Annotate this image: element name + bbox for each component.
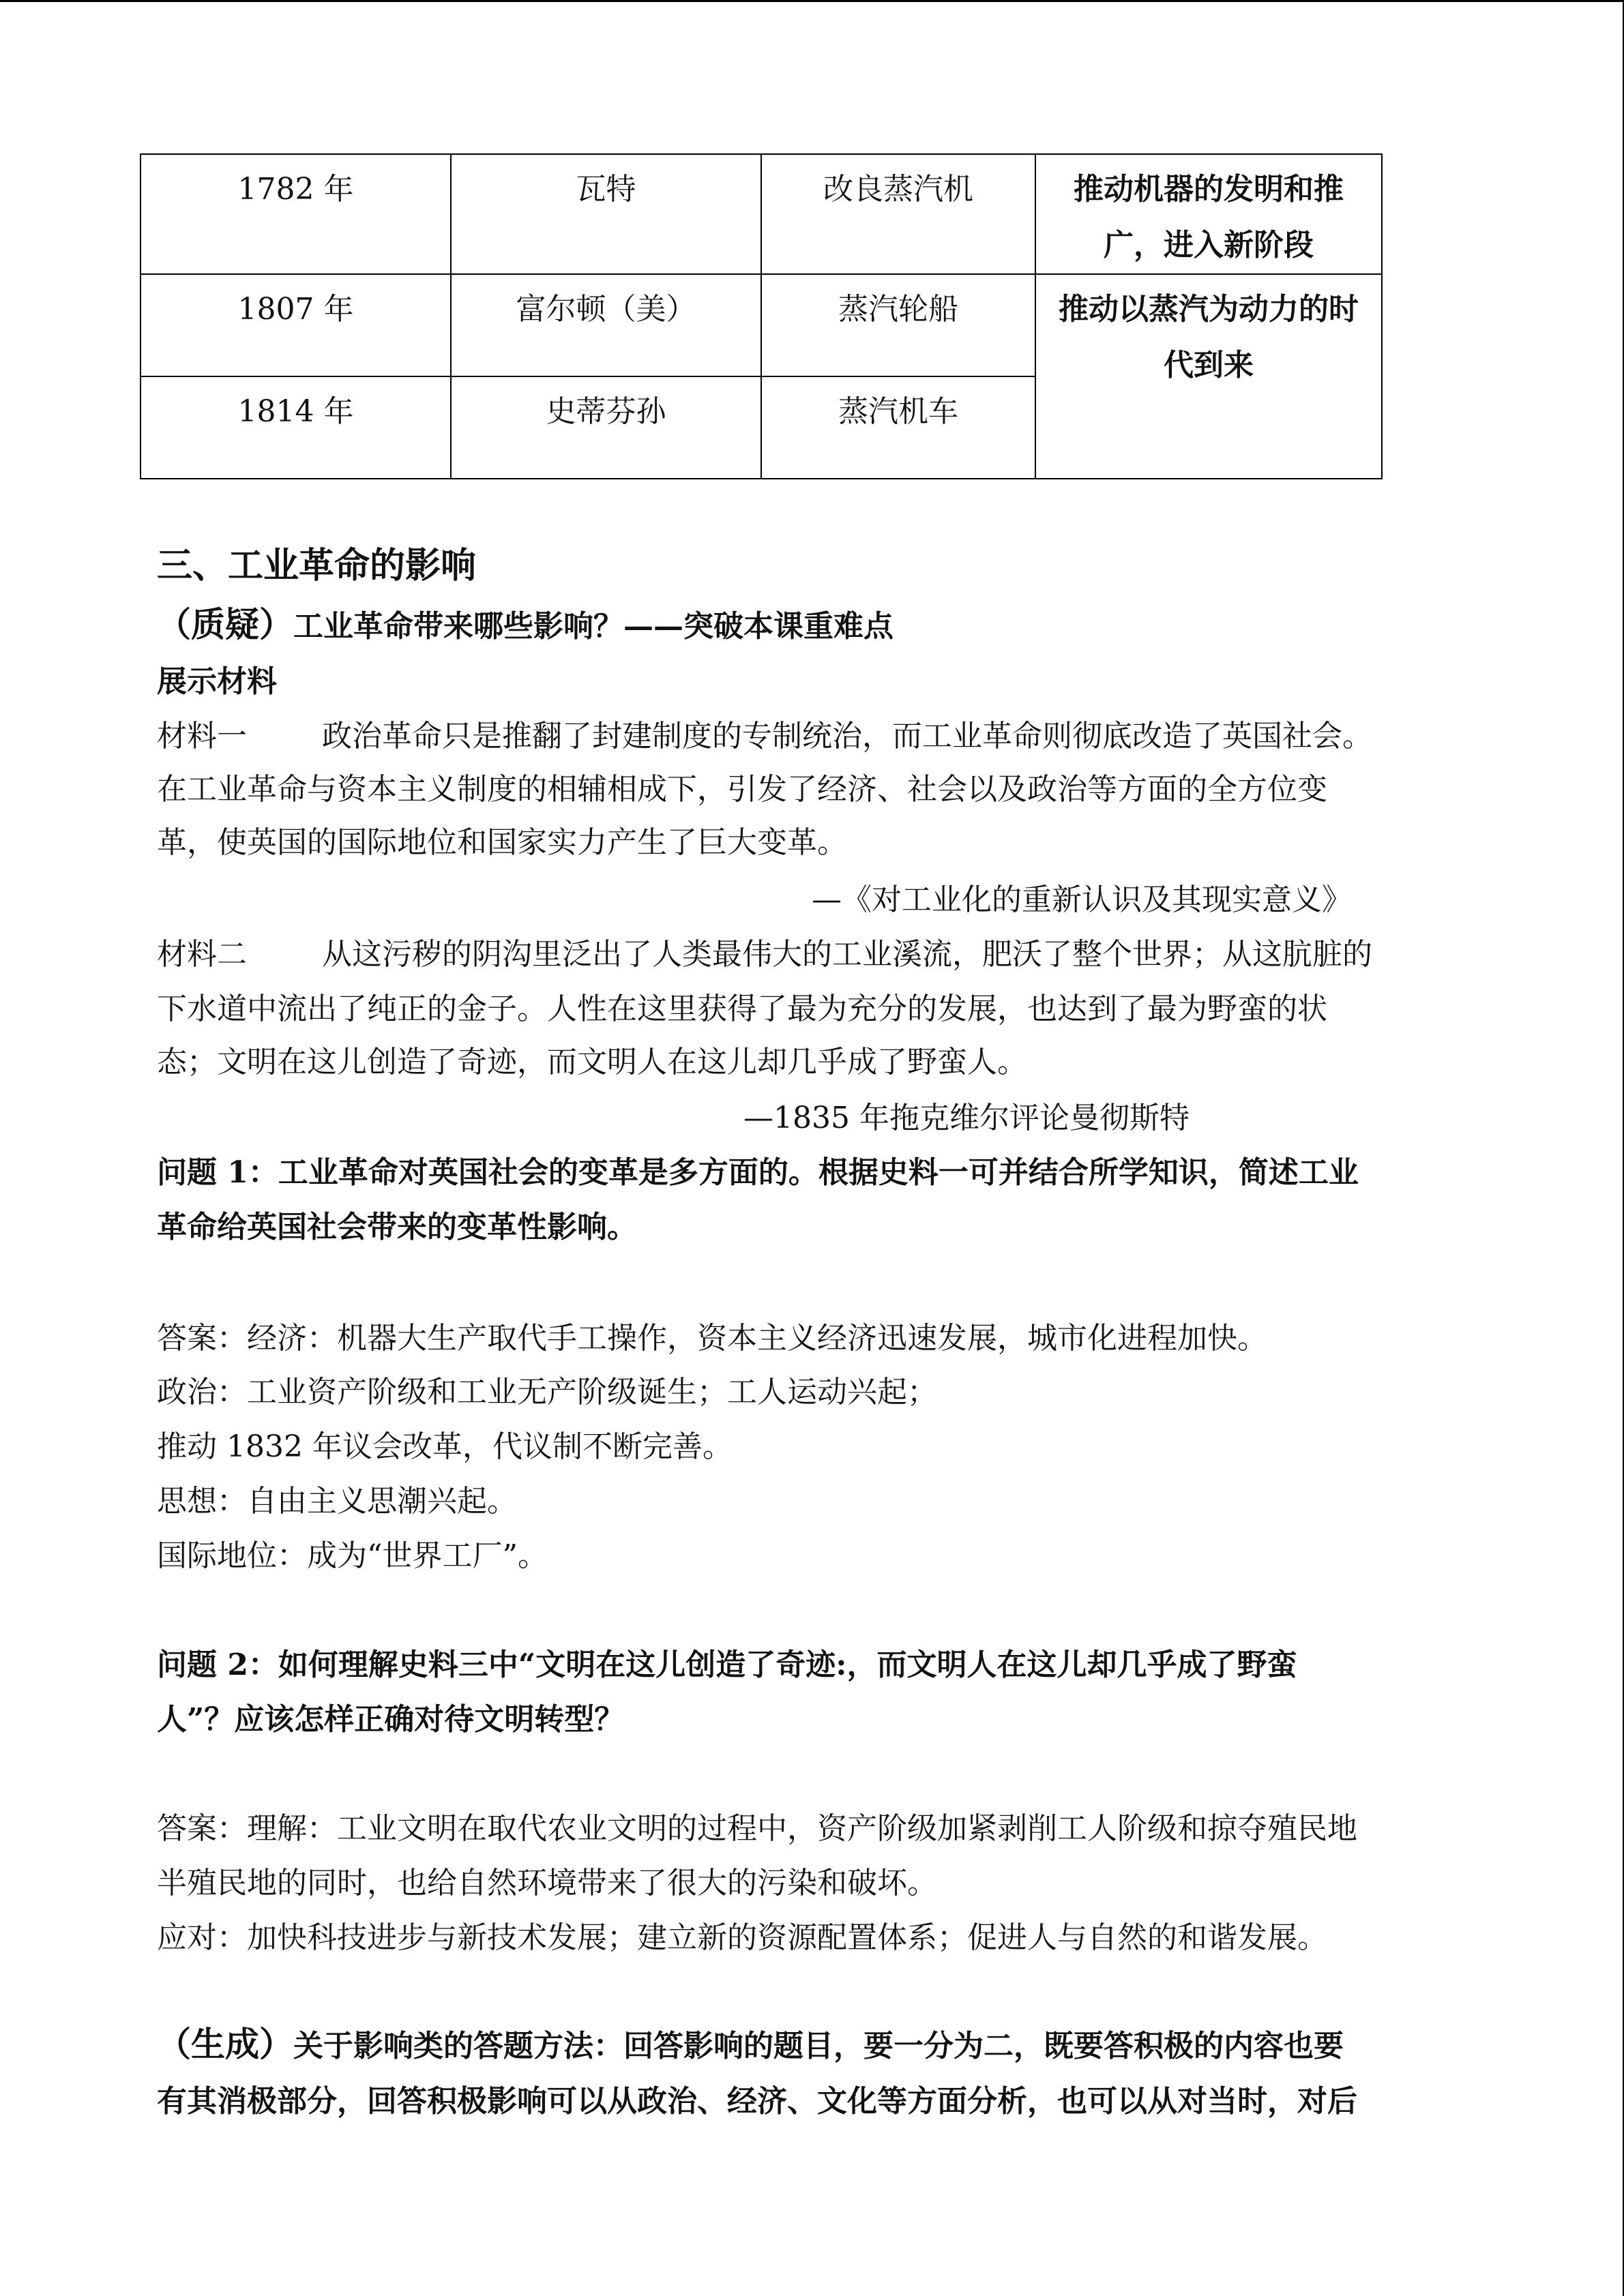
answer-1-line-2: 政治：工业资产阶级和工业无产阶级诞生；工人运动兴起； bbox=[157, 1375, 937, 1410]
material-2-text: 从这污秽的阴沟里泛出了人类最伟大的工业溪流，肥沃了整个世界；从这肮脏的 bbox=[322, 937, 1372, 972]
impact-cell: 推动机器的发明和推广，进入新阶段 bbox=[1035, 154, 1382, 274]
material-2-line-2: 下水道中流出了纯正的金子。人性在这里获得了最为充分的发展，也达到了最为野蛮的状 bbox=[157, 992, 1327, 1026]
method-line-2: 有其消极部分，回答积极影响可以从政治、经济、文化等方面分析，也可以从对当时，对后 bbox=[157, 2084, 1357, 2119]
question-text: 工业革命带来哪些影响？——突破本课重难点 bbox=[293, 609, 894, 644]
year-cell: 1814 年 bbox=[141, 376, 451, 479]
show-material-label: 展示材料 bbox=[157, 664, 277, 699]
answer-1-line-3: 推动 1832 年议会改革，代议制不断完善。 bbox=[157, 1429, 733, 1464]
year-cell: 1807 年 bbox=[141, 274, 451, 376]
material-1-label: 材料一 bbox=[157, 719, 247, 754]
invention-cell: 改良蒸汽机 bbox=[761, 154, 1035, 274]
invention-table bbox=[140, 153, 1383, 479]
generate-tag: （生成） bbox=[157, 2024, 293, 2064]
answer-2-line-2: 半殖民地的同时，也给自然环境带来了很大的污染和破坏。 bbox=[157, 1866, 937, 1900]
answer-1-line-4: 思想：自由主义思潮兴起。 bbox=[157, 1484, 517, 1519]
impact-cell: 推动以蒸汽为动力的时代到来 bbox=[1035, 274, 1382, 479]
person-cell: 富尔顿（美） bbox=[451, 274, 761, 376]
table-row bbox=[141, 274, 1382, 376]
material-2-line-1 bbox=[157, 934, 1372, 975]
question-2-line-1: 问题 2：如何理解史料三中“文明在这儿创造了奇迹:，而文明人在这儿却几乎成了野蛮 bbox=[157, 1648, 1297, 1682]
material-2-label: 材料二 bbox=[157, 937, 247, 972]
answer-1-line-5: 国际地位：成为“世界工厂”。 bbox=[157, 1538, 548, 1573]
answer-2-line-3: 应对：加快科技进步与新技术发展；建立新的资源配置体系；促进人与自然的和谐发展。 bbox=[157, 1920, 1327, 1955]
answer-1-line-1: 答案：经济：机器大生产取代手工操作，资本主义经济迅速发展，城市化进程加快。 bbox=[157, 1321, 1267, 1356]
method-text: 关于影响类的答题方法：回答影响的题目，要一分为二，既要答积极的内容也要 bbox=[293, 2029, 1344, 2063]
page-top-border bbox=[0, 0, 1624, 2]
question-tag: （质疑） bbox=[157, 604, 293, 644]
invention-cell: 蒸汽轮船 bbox=[761, 274, 1035, 376]
material-1-text: 政治革命只是推翻了封建制度的专制统治，而工业革命则彻底改造了英国社会。 bbox=[322, 719, 1372, 754]
material-1-line-2: 在工业革命与资本主义制度的相辅相成下，引发了经济、社会以及政治等方面的全方位变 bbox=[157, 772, 1327, 807]
material-2-line-3: 态；文明在这儿创造了奇迹，而文明人在这儿却几乎成了野蛮人。 bbox=[157, 1045, 1027, 1079]
invention-cell: 蒸汽机车 bbox=[761, 376, 1035, 479]
material-1-source: —《对工业化的重新认识及其现实意义》 bbox=[812, 882, 1352, 917]
material-1-line-3: 革，使英国的国际地位和国家实力产生了巨大变革。 bbox=[157, 825, 847, 860]
material-2-source: —1835 年拖克维尔评论曼彻斯特 bbox=[743, 1101, 1190, 1135]
question-2-line-2: 人”？应该怎样正确对待文明转型？ bbox=[157, 1702, 625, 1737]
material-1-line-1 bbox=[157, 716, 1372, 757]
question-line bbox=[157, 604, 894, 647]
section-heading: 三、工业革命的影响 bbox=[157, 545, 477, 586]
person-cell: 瓦特 bbox=[451, 154, 761, 274]
person-cell: 史蒂芬孙 bbox=[451, 376, 761, 479]
answer-2-line-1: 答案：理解：工业文明在取代农业文明的过程中，资产阶级加紧剥削工人阶级和掠夺殖民地 bbox=[157, 1811, 1357, 1846]
question-1-line-1: 问题 1：工业革命对英国社会的变革是多方面的。根据史料一可并结合所学知识，简述工业 bbox=[157, 1155, 1359, 1190]
method-line-1 bbox=[157, 2024, 1344, 2067]
question-1-line-2: 革命给英国社会带来的变革性影响。 bbox=[157, 1210, 637, 1244]
table-row bbox=[141, 154, 1382, 274]
year-cell: 1782 年 bbox=[141, 154, 451, 274]
